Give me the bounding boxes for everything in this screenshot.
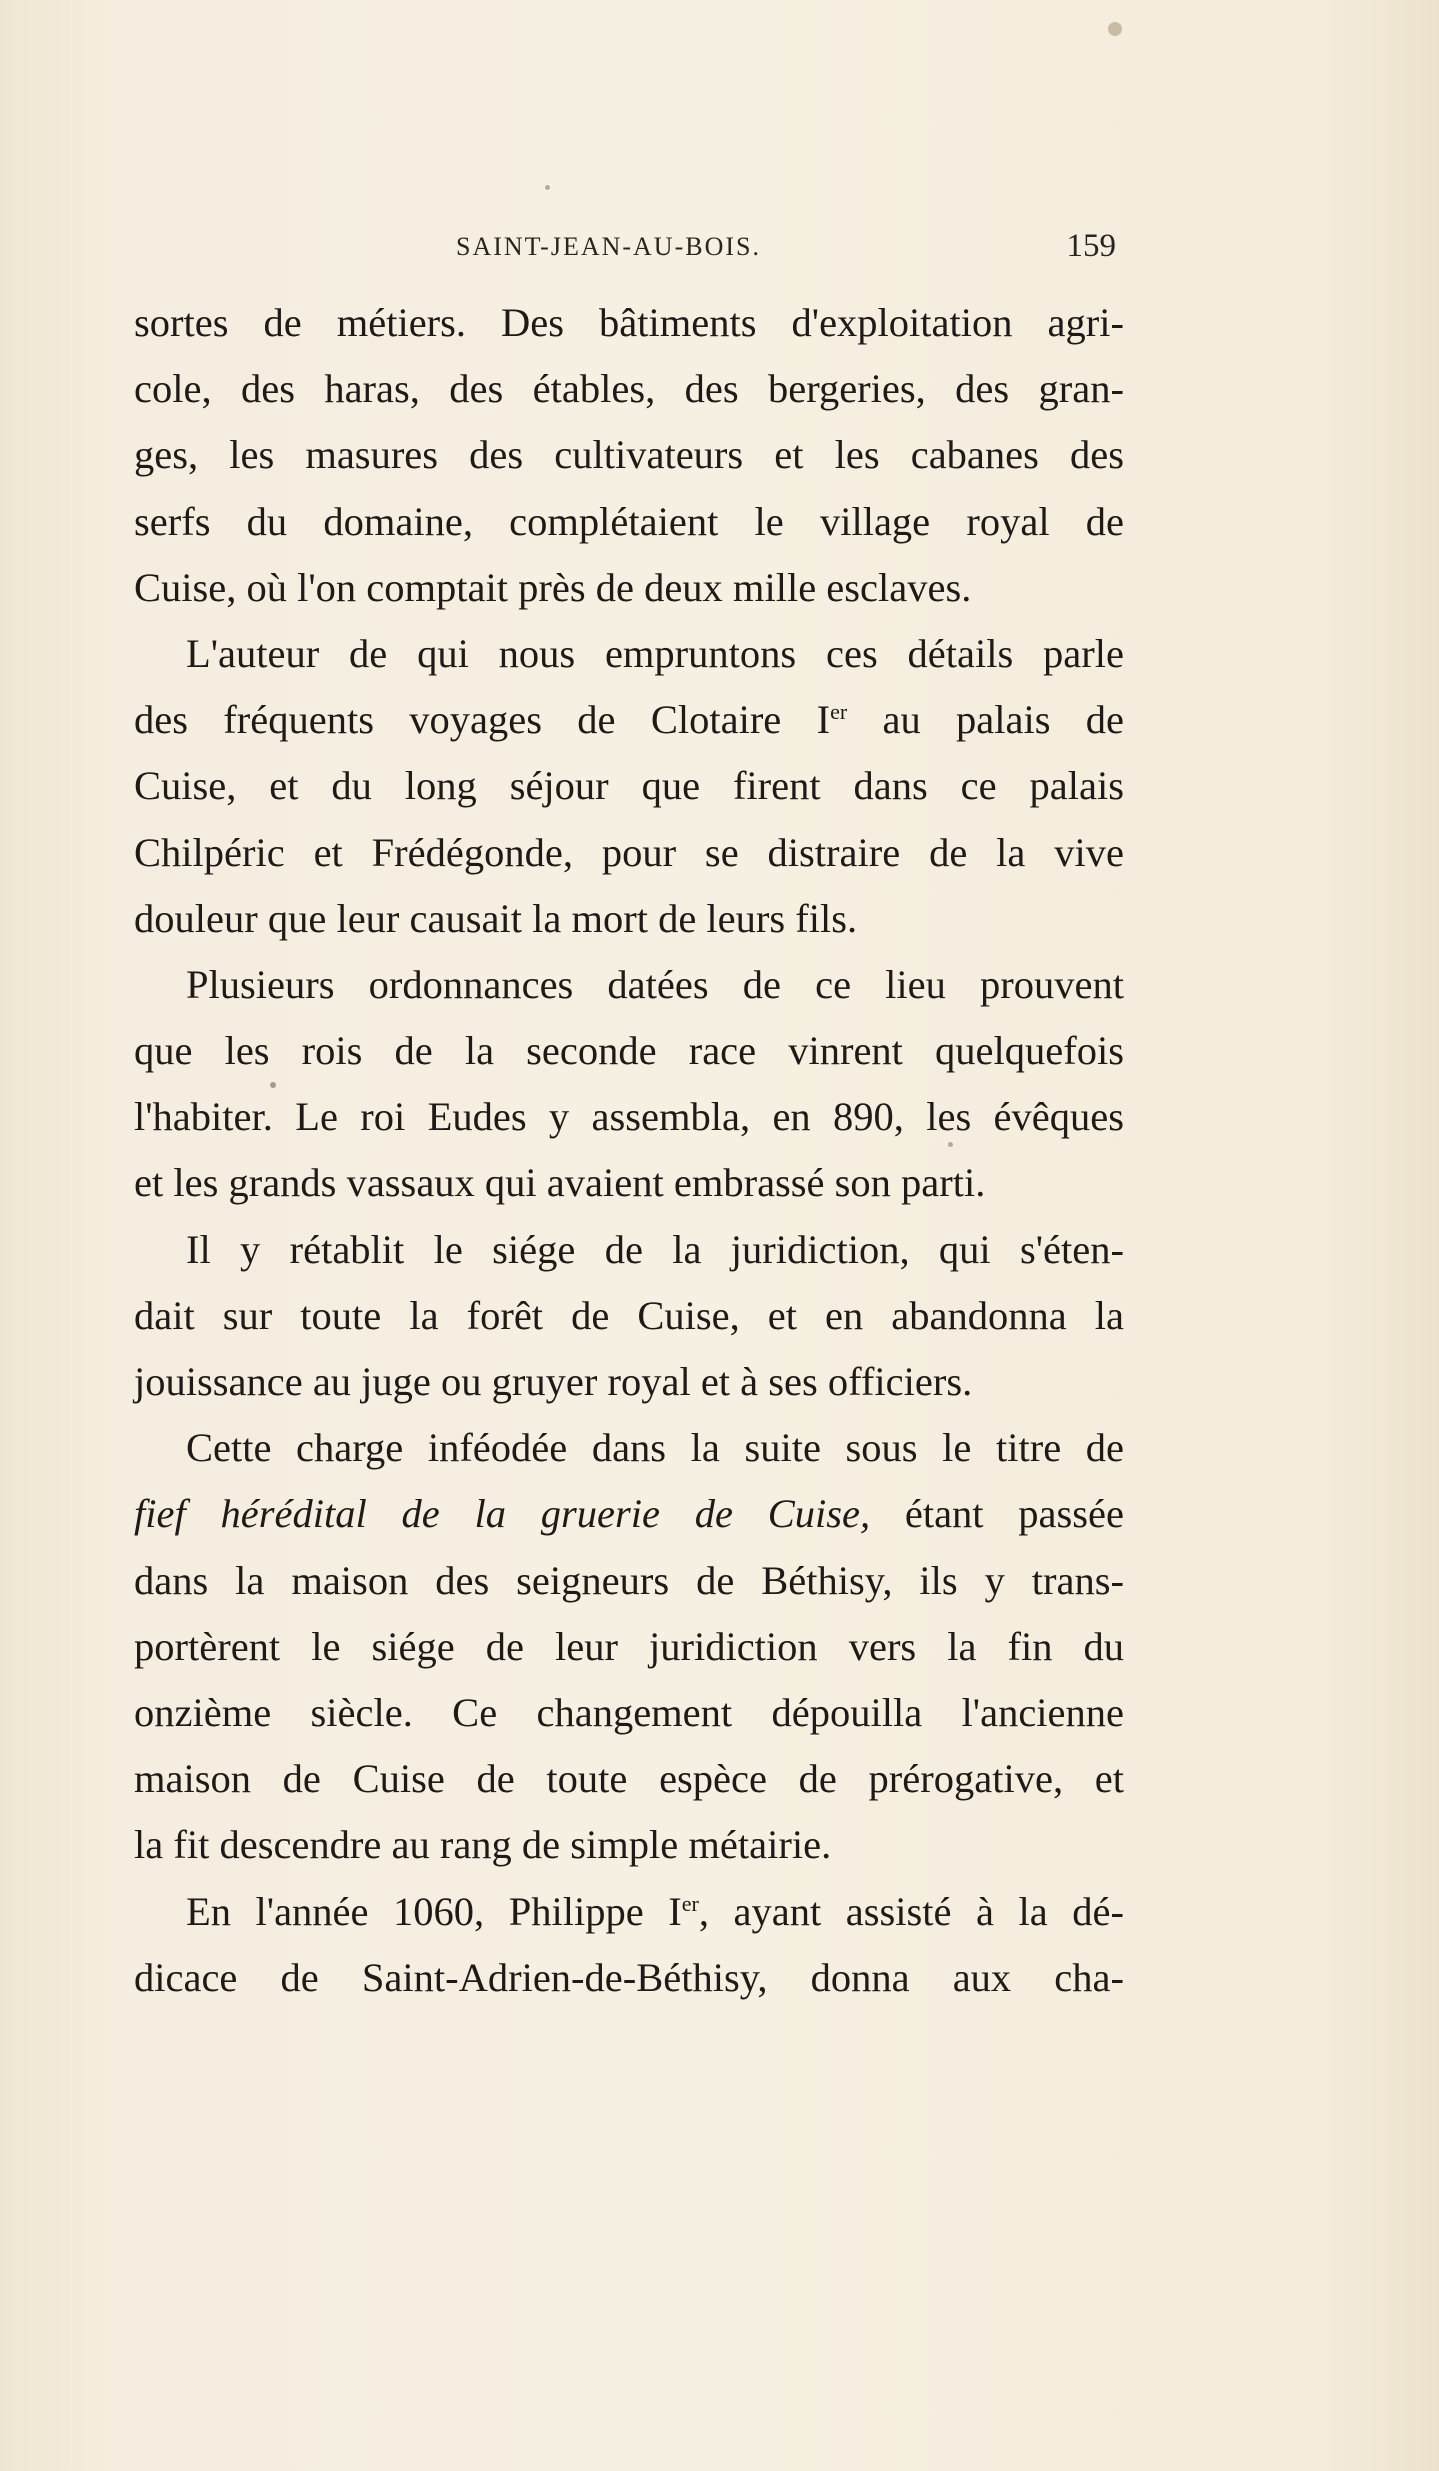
text-line: ges, les masures des cultivateurs et les cabanes des — [134, 432, 1124, 478]
text-line: dait sur toute la forêt de Cuise, et en abandonna la — [134, 1292, 1124, 1338]
text-line: cole, des haras, des étables, des bergeries, des gran- — [134, 366, 1124, 412]
text-line: jouissance au juge ou gruyer royal et à ses officiers. — [134, 1359, 973, 1404]
superscript: er — [681, 1890, 699, 1916]
text-line — [134, 687, 1124, 753]
italic-text: fief hérédital de la gruerie de Cuise, — [134, 1491, 871, 1537]
text-span: étant passée — [870, 1491, 1125, 1537]
body-text — [134, 290, 1124, 2011]
text-line: Plusieurs ordonnances datées de ce lieu prouvent — [186, 961, 1124, 1007]
text-line: Cuise, où l'on comptait près de deux mille esclaves. — [134, 564, 972, 610]
text-span: En l'année 1060, Philippe I — [186, 1888, 682, 1934]
text-line: Cuise, et du long séjour que firent dans ce palais — [134, 763, 1124, 809]
text-line: la fit descendre au rang de simple métairie. — [134, 1822, 832, 1868]
paper-speck — [545, 185, 550, 190]
text-line — [134, 1879, 1124, 1945]
text-span: au palais de — [847, 697, 1124, 743]
text-line: Cette charge inféodée dans la suite sous le titre de — [186, 1425, 1124, 1471]
text-span: , ayant assisté à la dé- — [698, 1888, 1124, 1934]
text-line: que les rois de la seconde race vinrent quelquefois — [134, 1028, 1124, 1074]
text-line: douleur que leur causait la mort de leurs fils. — [134, 895, 858, 941]
text-line: et les grands vassaux qui avaient embrassé son parti. — [134, 1160, 986, 1206]
text-line: serfs du domaine, complétaient le village royal de — [134, 498, 1124, 544]
text-line: L'auteur de qui nous empruntons ces détails parle — [186, 630, 1124, 676]
paper-speck — [1108, 22, 1122, 36]
text-line: dicace de Saint-Adrien-de-Béthisy, donna aux cha- — [134, 1954, 1124, 2000]
text-line: portèrent le siége de leur juridiction vers la fin du — [134, 1623, 1124, 1669]
superscript: er — [830, 699, 848, 725]
text-span: des fréquents voyages de Clotaire I — [134, 697, 831, 743]
text-line: Chilpéric et Frédégonde, pour se distraire de la vive — [134, 829, 1124, 875]
text-line: l'habiter. Le roi Eudes y assembla, en 890, les évêques — [134, 1094, 1124, 1140]
text-line: dans la maison des seigneurs de Béthisy, ils y trans- — [134, 1557, 1124, 1603]
text-line: sortes de métiers. Des bâtiments d'exploitation agri- — [134, 300, 1124, 345]
running-title: SAINT-JEAN-AU-BOIS. — [456, 232, 761, 261]
text-line: maison de Cuise de toute espèce de prérogative, et — [134, 1756, 1124, 1802]
page-number: 159 — [1066, 228, 1116, 264]
text-line — [134, 1481, 1124, 1547]
text-line: Il y rétablit le siége de la juridiction, qui s'éten- — [186, 1226, 1124, 1272]
page-header — [136, 228, 1116, 268]
text-line: onzième siècle. Ce changement dépouilla l'ancienne — [134, 1689, 1124, 1735]
